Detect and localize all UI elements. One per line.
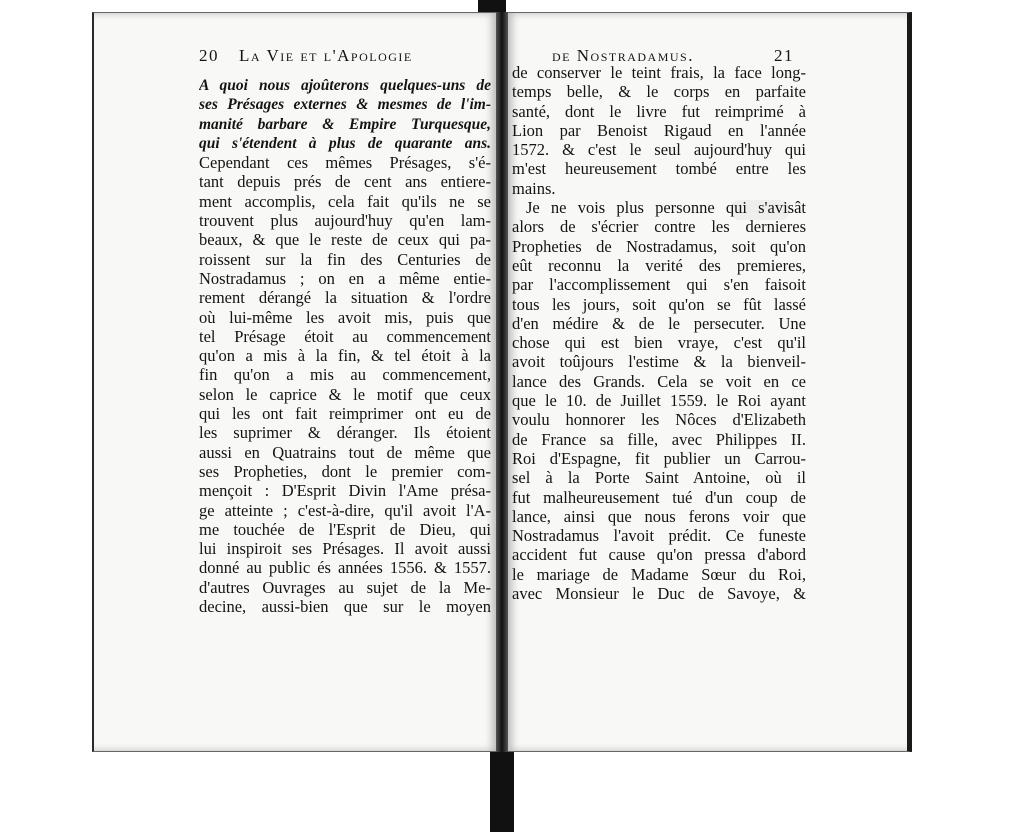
text-line: lance, ainsi que nous ferons voir que xyxy=(512,506,806,526)
text-line: decine, aussi-bien que sur le moyen xyxy=(199,597,491,617)
text-line: les suprimer & déranger. Ils étoient xyxy=(199,423,491,443)
text-line: lui inspiroit ses Présages. Il avoit aussi xyxy=(199,539,491,559)
right-page-number: 21 xyxy=(774,46,794,65)
text-line: ment accomplis, cela fait qu'ils ne se xyxy=(199,191,491,211)
text-line: Je ne vois plus personne qui s'avisât xyxy=(526,198,806,218)
text-line: 1572. & c'est le seul aujourd'huy qui xyxy=(512,140,806,160)
text-line: aussi en Quatrains tout de même que xyxy=(199,442,491,462)
text-line: m'est heureusement tombé entre les xyxy=(512,159,806,179)
text-line: qui s'étendent à plus de quarante ans. xyxy=(199,134,491,152)
text-line: ses Présages externes & mesmes de l'im- xyxy=(199,96,491,114)
right-page-text xyxy=(512,63,806,603)
text-line: sel à la Porte Saint Antoine, où il xyxy=(512,468,806,488)
text-line: Nostradamus ; on en a même entie- xyxy=(199,268,491,288)
text-line: qu'on a mis à la fin, & tel étoit à la xyxy=(199,346,491,366)
text-line: de France sa fille, avec Philippes II. xyxy=(512,429,806,449)
text-line: d'autres Ouvrages au sujet de la Me- xyxy=(199,577,491,597)
text-line: fut malheureusement tué d'un coup de xyxy=(512,487,806,507)
text-line: où lui-même les avoit mis, puis que xyxy=(199,307,491,327)
text-line: tel Présage étoit au commencement xyxy=(199,326,491,346)
text-line: beaux, & que le reste de ceux qui pa- xyxy=(199,230,491,250)
text-line: alors de s'écrier contre les dernieres xyxy=(512,217,806,237)
left-page-header xyxy=(199,46,491,68)
text-line: tant depuis prés de cent ans entiere- xyxy=(199,172,491,192)
right-running-title: de Nostradamus. xyxy=(552,46,694,65)
text-line: Lion par Benoist Rigaud en l'année xyxy=(512,120,806,140)
text-line: ses Propheties, dont le premier com- xyxy=(199,461,491,481)
text-line: lance des Grands. Cela se voit en ce xyxy=(512,371,806,391)
left-page-number: 20 xyxy=(199,46,219,65)
text-line: fin qu'on a mis au commencement, xyxy=(199,365,491,385)
text-line: trouvent plus aujourd'huy qu'en lam- xyxy=(199,211,491,231)
book-spine xyxy=(496,12,508,752)
text-line: Cependant ces mêmes Présages, s'é- xyxy=(199,153,491,173)
text-line: rement dérangé la situation & l'ordre xyxy=(199,288,491,308)
text-line: avoit toûjours l'estime & la bienveil- xyxy=(512,352,806,372)
text-line: Nostradamus l'avoit prédit. Ce funeste xyxy=(512,526,806,546)
text-line: de conserver le teint frais, la face long- xyxy=(512,63,806,82)
text-line: santé, dont le livre fut reimprimé à xyxy=(512,101,806,121)
text-line: temps belle, & le corps en parfaite xyxy=(512,82,806,102)
text-line: selon le caprice & le motif que ceux xyxy=(199,384,491,404)
text-line: manité barbare & Empire Turquesque, xyxy=(199,115,491,133)
text-line: eût reconnu la verité des premieres, xyxy=(512,255,806,275)
text-line: chose qui est bien vraye, c'est qu'il xyxy=(512,333,806,353)
text-line: par l'accomplissement qui s'en faisoit xyxy=(512,275,806,295)
text-line: mains. xyxy=(512,178,556,198)
text-line: A quoi nous ajoûterons quelques-uns de xyxy=(199,77,491,94)
text-line: Roi d'Espagne, fit publier un Carrou- xyxy=(512,448,806,468)
text-line: donné au public és années 1556. & 1557. xyxy=(199,558,491,578)
text-line: accident fut cause qu'on pressa d'abord xyxy=(512,545,806,565)
left-page-text xyxy=(199,76,491,616)
text-line: qui les ont fait reimprimer ont eu de xyxy=(199,404,491,424)
binding-shadow-bottom xyxy=(490,752,514,832)
text-line: ge atteinte ; c'est-à-dire, qu'il avoit l'A- xyxy=(199,500,491,520)
text-line: roissent sur la fin des Centuries de xyxy=(199,249,491,269)
text-line: voulu honnorer les Nôces d'Elizabeth xyxy=(512,410,806,430)
text-line: tous les jours, soit qu'on se fût lassé xyxy=(512,294,806,314)
text-line: le mariage de Madame Sœur du Roi, xyxy=(512,564,806,584)
text-line: que le 10. de Juillet 1559. le Roi ayant xyxy=(512,391,806,411)
text-line: avec Monsieur le Duc de Savoye, & xyxy=(512,584,806,604)
text-line: d'en médire & de le persecuter. Une xyxy=(512,313,806,333)
left-running-title: La Vie et l'Apologie xyxy=(239,46,413,65)
text-line: Propheties de Nostradamus, soit qu'on xyxy=(512,236,806,256)
text-line: me touchée de l'Esprit de Dieu, qui xyxy=(199,519,491,539)
text-line: mençoit : D'Esprit Divin l'Ame présa- xyxy=(199,481,491,501)
